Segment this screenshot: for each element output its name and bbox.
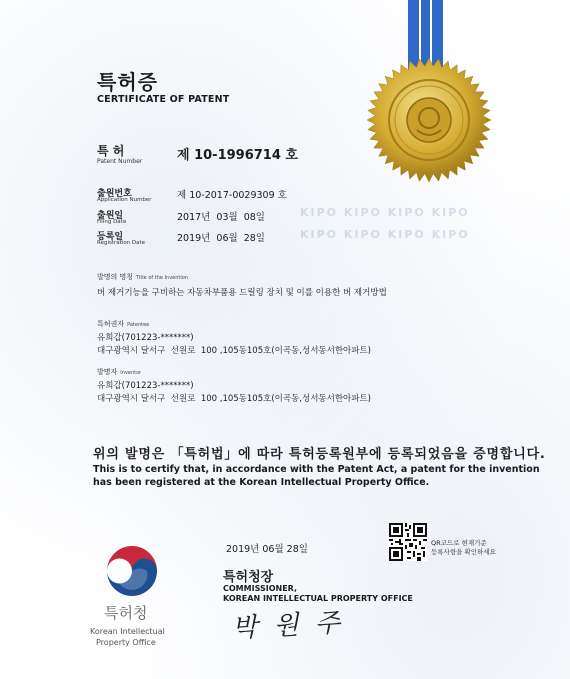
certification-text-en-line2: has been registered at the Korean Intellectual Property Office. (93, 477, 430, 488)
commissioner-title-en-line2: KOREAN INTELLECTUAL PROPERTY OFFICE (223, 594, 413, 603)
registration-date-label-en: Registration Date (97, 240, 146, 246)
office-name-en-line2: Property Office (96, 638, 156, 647)
qr-note-line1: QR코드로 현재기준 (431, 539, 487, 547)
inventor-label-en: Inventor (120, 370, 142, 376)
patentee-label (97, 319, 149, 329)
certification-text-kr: 위의 발명은 「특허법」에 따라 특허등록원부에 등록되었음을 증명합니다. (93, 447, 546, 462)
qr-note-line2: 등록사항을 확인하세요 (431, 548, 496, 556)
registration-date-label: 등록일 (97, 232, 124, 242)
issue-date: 2019년 06월 28일 (226, 544, 308, 555)
inventor-label (97, 367, 141, 377)
certificate-title-en: CERTIFICATE OF PATENT (97, 94, 230, 105)
invention-label-en: Title of the Invention (136, 275, 188, 281)
patent-number-label: 특 허 (97, 144, 125, 158)
filing-date-label-en: Filing Date (97, 219, 127, 225)
invention-label (97, 272, 188, 282)
application-number-label-en: Application Number (97, 197, 152, 203)
kipo-taegeuk-logo-icon (99, 538, 165, 604)
patentee-label-en: Patentee (127, 322, 150, 328)
background-pattern: KIPO KIPO KIPO KIPO (300, 228, 470, 241)
application-number-label: 출원번호 (97, 189, 132, 199)
inventor-address: 대구광역시 달서구 선원로 100 ,105동105호(이곡동,성서동서한아파트) (97, 394, 371, 404)
gold-seal-icon (365, 56, 493, 184)
commissioner-title-en-line1: COMMISSIONER, (223, 584, 298, 593)
commissioner-title-kr: 특허청장 (223, 570, 274, 585)
filing-date-label: 출원일 (97, 211, 124, 221)
patent-number-value: 제 10-1996714 호 (177, 148, 298, 163)
patentee-address: 대구광역시 달서구 선원로 100 ,105동105호(이곡동,성서동서한아파트) (97, 346, 371, 356)
certification-text-en-line1: This is to certify that, in accordance with the Patent Act, a patent for the invention (93, 464, 540, 475)
patentee-label-kr: 특허권자 (97, 320, 125, 328)
office-name-en-line1: Korean Intellectual (90, 627, 165, 636)
inventor-name: 유희갑(701223-*******) (97, 381, 194, 391)
invention-label-kr: 발명의 명칭 (97, 273, 134, 281)
registration-date-value: 2019년 06월 28일 (177, 233, 265, 244)
application-number-value: 제 10-2017-0029309 호 (177, 190, 287, 201)
patent-number-label-en: Patent Number (97, 158, 143, 165)
certificate-title: 특허증 (97, 70, 158, 94)
invention-title: 버 제거기능을 구비하는 자동차부품용 드릴링 장치 및 이를 이용한 버 제거방법 (97, 288, 387, 298)
office-name-kr: 특허청 (104, 604, 148, 622)
patentee-name: 유희갑(701223-*******) (97, 333, 194, 343)
qr-code-icon (389, 523, 427, 561)
inventor-label-kr: 발명자 (97, 368, 118, 376)
filing-date-value: 2017년 03월 08일 (177, 212, 265, 223)
background-pattern: KIPO KIPO KIPO KIPO (300, 206, 470, 219)
commissioner-signature: 박 원 주 (231, 608, 345, 644)
